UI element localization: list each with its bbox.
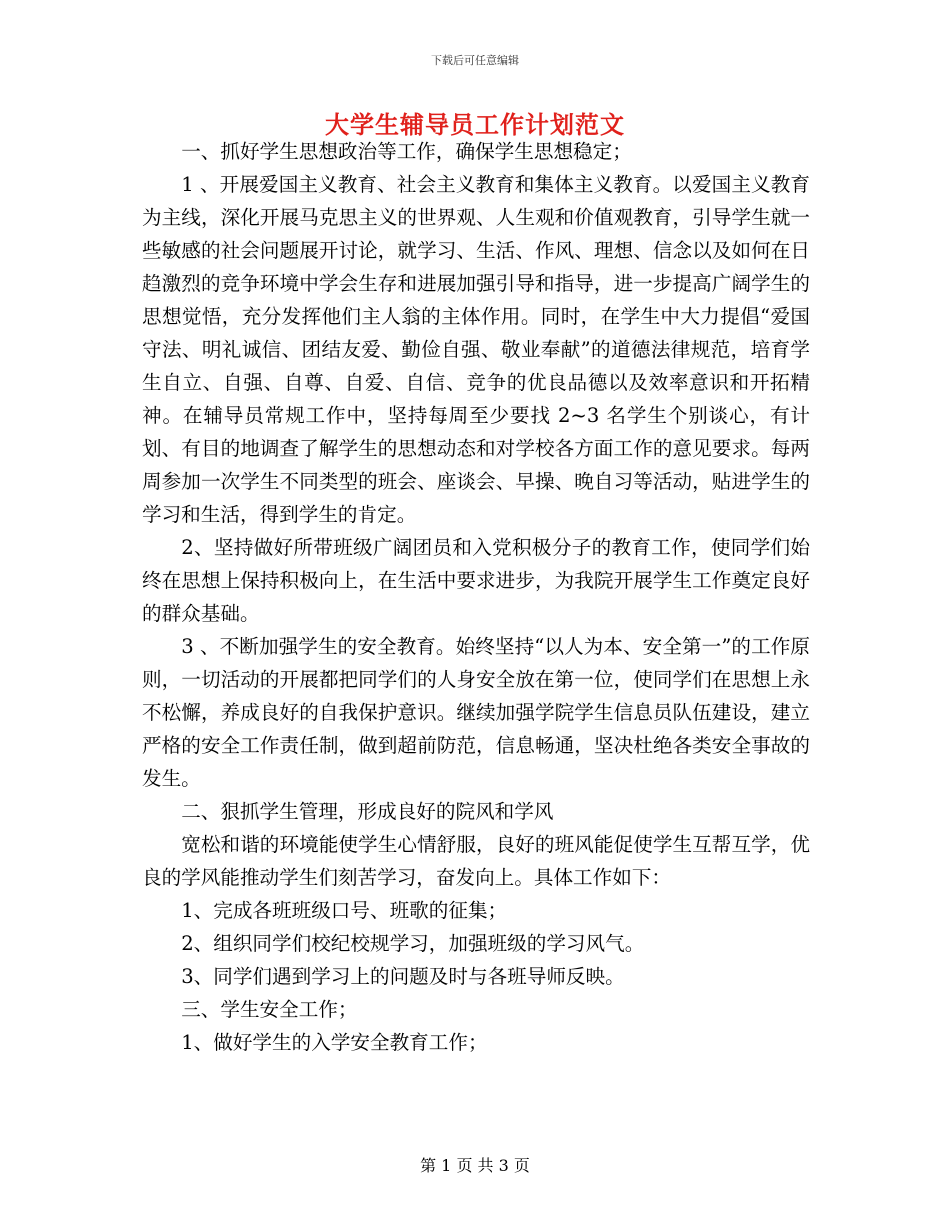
paragraph-section-2-heading: 二、狠抓学生管理，形成良好的院风和学风: [181, 800, 554, 823]
paragraph-item-2-2: 2、组织同学们校纪校规学习，加强班级的学习风气。: [181, 932, 645, 955]
paragraph-item-2-3: 3、同学们遇到学习上的问题及时与各班导师反映。: [181, 965, 625, 988]
header-note: 下载后可任意编辑: [431, 54, 519, 67]
paragraph-item-3-1: 1、做好学生的入学安全教育工作；: [181, 1031, 488, 1054]
paragraph-item-1-2: 2、坚持做好所带班级广阔团员和入党积极分子的教育工作，使同学们始终在思想上保持积极向上，在生活中要求进步，为我院开展学生工作奠定良好的群众基础。: [142, 536, 810, 625]
paragraph-section-1-heading: 一、抓好学生思想政治等工作，确保学生思想稳定；: [181, 140, 632, 163]
page-footer: 第 1 页 共 3 页: [420, 1156, 530, 1175]
document-title: 大学生辅导员工作计划范文: [325, 110, 625, 139]
paragraph-item-1-1: 1 、开展爱国主义教育、社会主义教育和集体主义教育。以爱国主义教育为主线，深化开展马克思主义的世界观、人生观和价值观教育，引导学生就一些敏感的社会问题展开讨论，就学习、生活、作风、理想、信念以及如何在日趋激烈的竞争环境中学会生存和进展加强引导和指导，进一步提高广阔学生的思想觉悟，充分发挥他们主人翁的主体作用。同时，在学生中大力提倡“爱国守法、明礼诚信、团结友爱、勤俭自强、敬业奉献”的道德法律规范，培育学生自立、自强、自尊、自爱、自信、竞争的优良品德以及效率意识和开拓精神。在辅导员常规工作中，坚持每周至少要找 2~3 名学生个别谈心，有计划、有目的地调查了解学生的思想动态和对学校各方面工作的意见要求。每两周参加一次学生不同类型的班会、座谈会、早操、晚自习等活动，贴进学生的学习和生活，得到学生的肯定。: [142, 173, 810, 526]
paragraph-item-1-3: 3 、不断加强学生的安全教育。始终坚持“以人为本、安全第一”的工作原则，一切活动的开展都把同学们的人身安全放在第一位，使同学们在思想上永不松懈，养成良好的自我保护意识。继续加强学院学生信息员队伍建设，建立严格的安全工作责任制，做到超前防范，信息畅通，坚决杜绝各类安全事故的发生。: [142, 635, 810, 790]
paragraph-item-2-1: 1、完成各班班级口号、班歌的征集；: [181, 899, 508, 922]
paragraph-section-3-heading: 三、学生安全工作；: [181, 998, 358, 1021]
paragraph-section-2-intro: 宽松和谐的环境能使学生心情舒服，良好的班风能促使学生互帮互学，优良的学风能推动学生们刻苦学习，奋发向上。具体工作如下：: [142, 833, 810, 889]
document-body: [142, 135, 810, 1059]
